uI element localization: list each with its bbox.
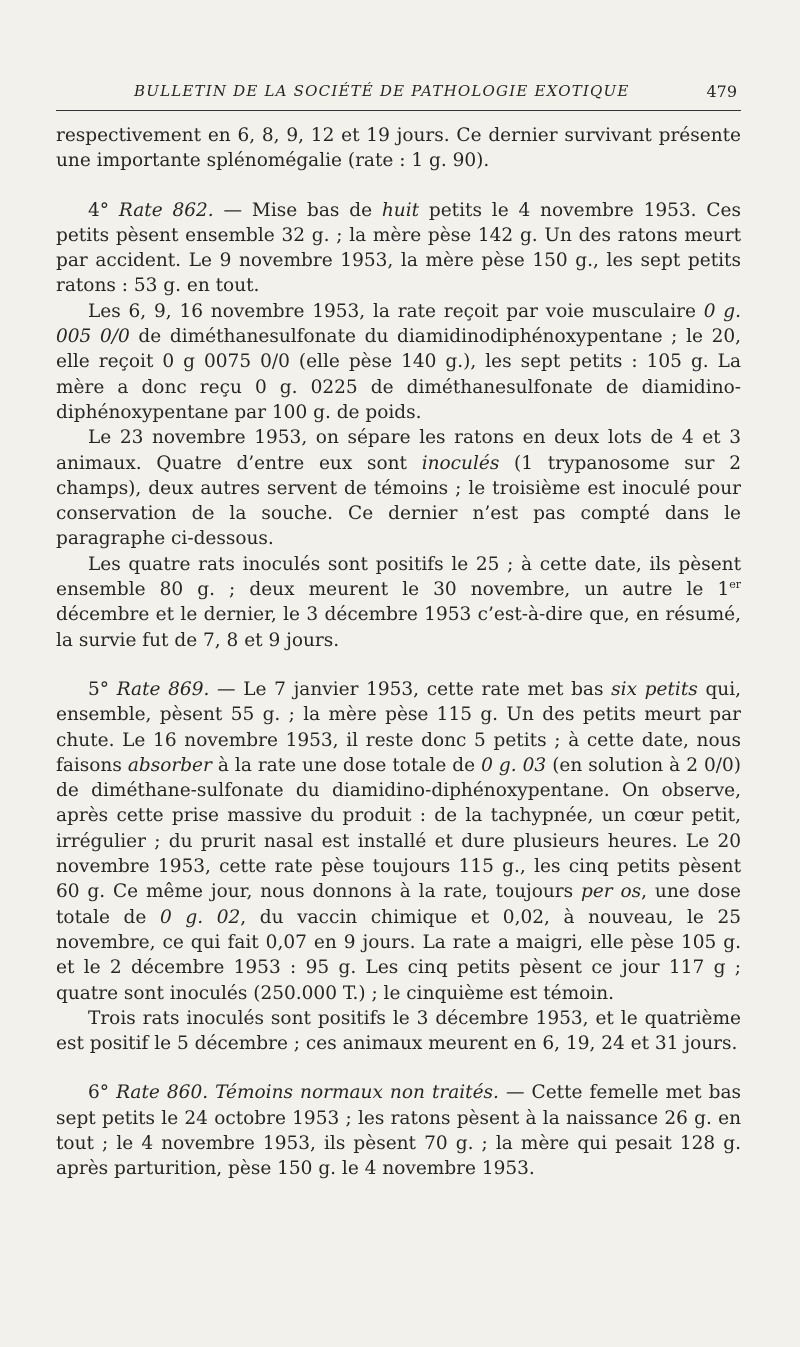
journal-title: BULLETIN DE LA SOCIÉTÉ DE PATHOLOGIE EXOTIQUE (134, 82, 630, 100)
italic-text: 0 g. 005 0/0 (56, 300, 742, 348)
italic-text: huit (381, 199, 420, 221)
text-segment: Les 6, 9, 16 novembre 1953, la rate reçoit par voie musculaire (88, 300, 704, 322)
paragraph (56, 1006, 741, 1057)
page-number: 479 (706, 82, 737, 101)
text-segment: — Le 7 janvier 1953, cette rate met bas (209, 678, 612, 700)
paragraph (56, 425, 741, 551)
italic-text: per os (581, 881, 642, 903)
text-segment: (en solution à 2 0/0) de diméthane-sulfonate du diamidino-diphénoxypentane. On observe, après cette prise massive du produit : de la tachypnée, un cœur petit, irrégulier ; du prurit nasal est installé et dure plusieurs heures. Le 20 novembre 1953, cette rate pèse toujours 115 g., les cinq petits pèsent 60 g. Ce même jour, nous donnons à la rate, toujours (56, 754, 742, 903)
running-header (56, 80, 741, 111)
italic-text: Rate 860. Témoins normaux non traités. (116, 1082, 499, 1104)
italic-text: absorber (127, 754, 212, 776)
text-segment: petits le 4 novembre 1953. Ces petits pèsent ensemble 32 g. ; la mère pèse 142 g. Un des ratons meurt par accident. Le 9 novembre 1953, la mère pèse 150 g., les sept petits ratons : 53 g. en tout. (56, 199, 741, 297)
italic-text: Rate 862. (118, 199, 214, 221)
text-segment: , du vaccin chimique et 0,02, à nouveau, le 25 novembre, ce qui fait 0,07 en 9 jours. La rate a maigri, elle pèse 105 g. et le 2 décembre 1953 : 95 g. Les cinq petits pèsent ce jour 117 g ; quatre sont inoculés (250.000 T.) ; le cinquième est témoin. (56, 906, 742, 1004)
text-segment: qui, ensemble, pèsent 55 g. ; la mère pèse 115 g. Un des petits meurt par chute. Le 16 novembre 1953, il reste donc 5 petits ; à cette date, nous faisons (56, 678, 742, 776)
italic-text: 0 g. 03 (481, 754, 547, 776)
text-segment: — Mise bas de (213, 199, 382, 221)
text-segment: , une dose totale de (56, 881, 742, 928)
text-segment: décembre et le dernier, le 3 décembre 1953 c’est-à-dire que, en résumé, la survie fut de 7, 8 et 9 jours. (56, 604, 741, 651)
paragraph (56, 677, 741, 1006)
text-segment: Trois rats inoculés sont positifs le 3 décembre 1953, et le quatrième est positif le 5 décembre ; ces animaux meurent en 6, 19, 24 et 31 jours. (56, 1007, 741, 1055)
text-segment: — Cette femelle met bas sept petits le 24 octobre 1953 ; les ratons pèsent à la naissance 26 g. en tout ; le 4 novembre 1953, ils pèsent 70 g. ; la mère qui pesait 128 g. après parturition, pèse 150 g. le 4 novembre 1953. (56, 1082, 741, 1180)
text-segment: à la rate une dose totale de (211, 754, 482, 776)
body-text (56, 123, 741, 1182)
superscript-text: er (729, 577, 741, 591)
text-segment: 5° (88, 678, 117, 700)
italic-text: inoculés (421, 452, 500, 474)
text-segment: 6° (88, 1082, 117, 1104)
italic-text: 0 g. 02 (159, 906, 241, 928)
text-segment: 4° (88, 199, 119, 221)
text-segment: Les quatre rats inoculés sont positifs le 25 ; à cette date, ils pèsent ensemble 80 g. ; deux meurent le 30 novembre, un autre le 1 (56, 553, 741, 601)
text-segment: de diméthanesulfonate du diamidinodiphénoxypentane ; le 20, elle reçoit 0 g 0075 0/0 (elle pèse 140 g.), les sept petits : 105 g. La mère a donc reçu 0 g. 0225 de diméthanesulfonate de diamidino-diphénoxypentane par 100 g. de poids. (56, 326, 742, 423)
paragraph (56, 299, 741, 425)
text-segment: respectivement en 6, 8, 9, 12 et 19 jours. Ce dernier survivant présente une importante splénomégalie (rate : 1 g. 90). (56, 125, 741, 172)
italic-text: six petits (611, 678, 698, 700)
italic-text: Rate 869. (116, 678, 210, 700)
text-segment: Le 23 novembre 1953, on sépare les ratons en deux lots de 4 et 3 animaux. Quatre d’entre eux sont (56, 427, 741, 474)
paragraph (56, 1080, 741, 1181)
paragraph (56, 123, 741, 174)
paragraph (56, 552, 741, 653)
paragraph (56, 198, 741, 299)
text-segment: (1 trypanosome sur 2 champs), deux autres servent de témoins ; le troisième est inoculé pour conservation de la souche. Ce dernier n’est pas compté dans le paragraphe ci-dessous. (56, 452, 741, 550)
